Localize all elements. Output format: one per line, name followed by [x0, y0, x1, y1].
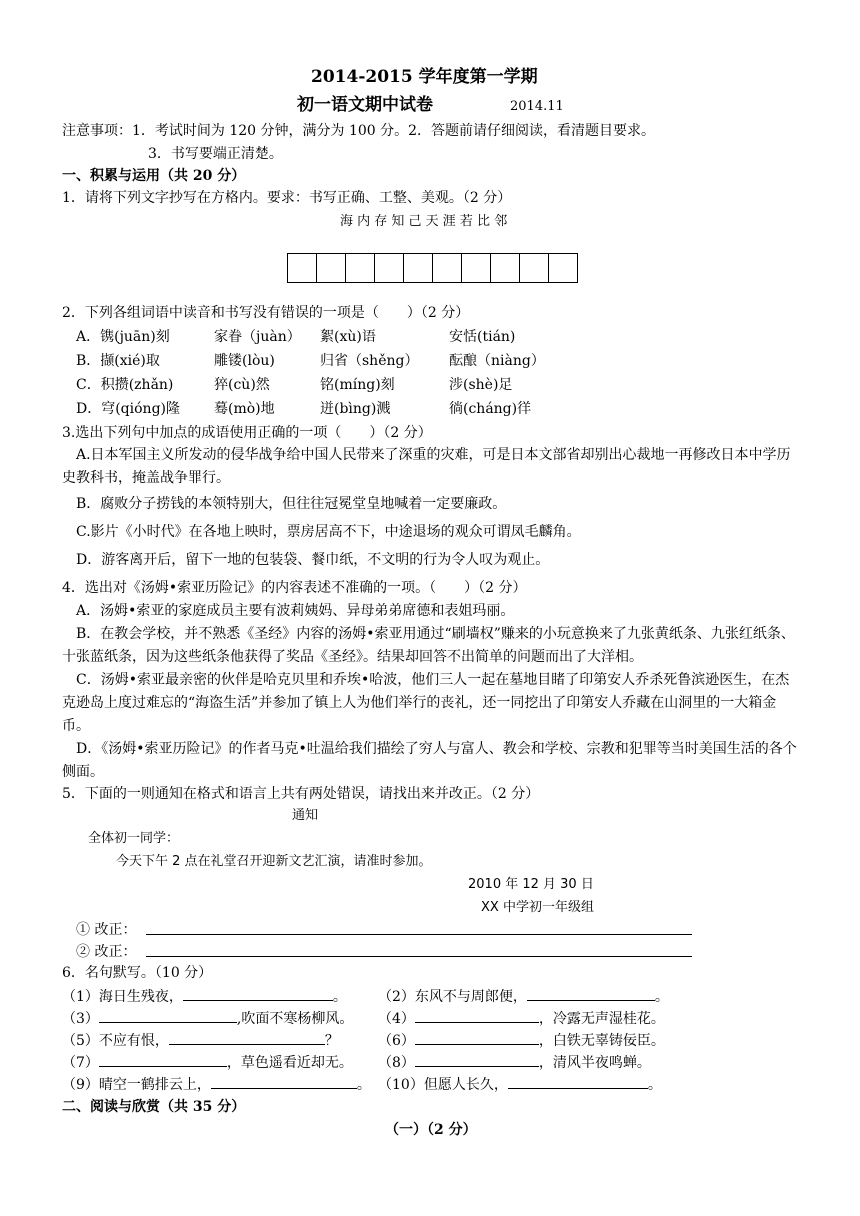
answer-blank[interactable]: [99, 1008, 237, 1023]
q2-option-b-3: 归省（shěng）: [320, 353, 419, 369]
section-2-heading: 二、阅读与欣赏（共 35 分）: [62, 1099, 246, 1115]
q6-item-4: [378, 1008, 665, 1029]
answer-blank[interactable]: [183, 986, 333, 1001]
notice-body: 今天下午 2 点在礼堂召开迎新文艺汇演，请准时参加。: [116, 854, 432, 869]
grid-cell[interactable]: [375, 254, 404, 282]
q6-item-2-suffix: 。: [654, 989, 669, 1005]
q6-item-1-suffix: 。: [332, 989, 347, 1005]
q2-option-c-4: 涉(shè)足: [449, 377, 513, 393]
answer-blank[interactable]: [508, 1074, 648, 1089]
q3-option-b: B．腐败分子捞钱的本领特别大，但往往冠冕堂皇地喊着一定要廉政。: [76, 496, 507, 512]
q2-option-d-1: D．穹(qióng)隆: [76, 401, 180, 417]
q6-item-4-suffix: ，冷露无声湿桂花。: [538, 1011, 665, 1027]
q6-item-4-prefix: （4）: [378, 1011, 415, 1027]
q6-item-6-prefix: （6）: [378, 1033, 415, 1049]
exam-title: 2014-2015 学年度第一学期: [311, 67, 538, 87]
grid-cell[interactable]: [520, 254, 549, 282]
q5-fix-1-label: ① 改正：: [76, 922, 137, 938]
section-2-part-1: （一）（2 分）: [385, 1122, 477, 1138]
notes-line-2: 3．书写要端正清楚。: [148, 146, 283, 162]
q2-option-b-1: B．撷(xié)取: [76, 353, 160, 369]
notice-salutation: 全体初一同学：: [88, 831, 180, 846]
q3-option-a: A.日本军国主义所发动的侵华战争给中国人民带来了深重的灾难，可是日本文部省却别出心裁地一再修改日本中学历史教科书，掩盖战争罪行。: [62, 447, 791, 486]
q6-item-7-prefix: （7）: [62, 1055, 99, 1071]
q6-item-8: [378, 1052, 651, 1073]
q4-option-c: C．汤姆•索亚最亲密的伙伴是哈克贝里和乔埃•哈波，他们三人一起在墓地目睹了印第安人乔杀死鲁滨逊医生，在杰克逊岛上度过难忘的“海盗生活”并参加了镇上人为他们举行的丧礼，还一同挖出了印第安人乔藏在山洞里的一大箱金币。: [62, 672, 790, 734]
q6-item-8-suffix: ，清风半夜鸣蝉。: [538, 1055, 651, 1071]
q6-item-10-suffix: 。: [647, 1077, 662, 1093]
q6-item-1: [62, 986, 347, 1007]
section-1-heading: 一、积累与运用（共 20 分）: [62, 168, 246, 184]
answer-blank[interactable]: [527, 986, 655, 1001]
grid-cell[interactable]: [491, 254, 520, 282]
answer-blank[interactable]: [169, 1030, 325, 1045]
q6-item-6: [378, 1030, 665, 1051]
q6-item-9-prefix: （9）晴空一鹤排云上，: [62, 1077, 211, 1093]
grid-cell[interactable]: [317, 254, 346, 282]
q2-option-d-2: 蓦(mò)地: [214, 401, 275, 417]
q6-item-2: [378, 986, 669, 1007]
q5-fix-1-answer-line[interactable]: [146, 934, 692, 935]
q2-option-c-1: C．积攒(zhǎn): [76, 377, 174, 393]
q2-option-d-3: 迸(bìng)溅: [320, 401, 391, 417]
q2-option-c-3: 铭(míng)刻: [320, 377, 395, 393]
grid-cell[interactable]: [433, 254, 462, 282]
q6-item-9-suffix: 。: [356, 1077, 371, 1093]
q6-item-5: [62, 1030, 339, 1051]
grid-cell[interactable]: [288, 254, 317, 282]
exam-subtitle: 初一语文期中试卷: [297, 95, 433, 115]
q2-stem: 2．下列各组词语中读音和书写没有错误的一项是（ ）（2 分）: [62, 305, 470, 321]
q5-fix-2-label: ② 改正：: [76, 944, 137, 960]
q6-item-3-suffix: ,吹面不寒杨柳风。: [236, 1011, 354, 1027]
q1-stem: 1．请将下列文字抄写在方格内。要求：书写正确、工整、美观。（2 分）: [62, 190, 512, 206]
notice-signer: XX 中学初一年级组: [481, 900, 594, 915]
answer-blank[interactable]: [99, 1052, 227, 1067]
q4-option-a: A．汤姆•索亚的家庭成员主要有波莉姨妈、异母弟弟席德和表姐玛丽。: [76, 603, 515, 619]
q1-text: 海 内 存 知 己 天 涯 若 比 邻: [340, 214, 508, 229]
q6-item-2-prefix: （2）东风不与周郎便，: [378, 989, 527, 1005]
exam-date: 2014.11: [510, 99, 564, 114]
grid-cell[interactable]: [404, 254, 433, 282]
answer-blank[interactable]: [211, 1074, 357, 1089]
q2-option-a-2: 家眷（juàn）: [214, 329, 301, 345]
q6-item-1-prefix: （1）海日生残夜，: [62, 989, 183, 1005]
q6-item-3: [62, 1008, 353, 1029]
q6-item-10: [378, 1074, 662, 1095]
q4-option-b: B．在教会学校，并不熟悉《圣经》内容的汤姆•索亚用通过“刷墙权”赚来的小玩意换来了九张黄纸条、九张红纸条、十张蓝纸条，因为这些纸条他获得了奖品《圣经》。结果却回答不出简单的问题而出了大洋相。: [62, 626, 795, 665]
q2-option-b-2: 雕镂(lòu): [214, 353, 275, 369]
q6-item-10-prefix: （10）但愿人长久，: [378, 1077, 508, 1093]
grid-cell[interactable]: [346, 254, 375, 282]
q6-item-5-suffix: ？: [324, 1033, 339, 1049]
grid-cell[interactable]: [549, 254, 577, 282]
q3-stem: 3.选出下列句中加点的成语使用正确的一项（ ）（2 分）: [62, 425, 432, 441]
answer-blank[interactable]: [415, 1008, 539, 1023]
answer-blank[interactable]: [415, 1052, 539, 1067]
notes-line-1: 注意事项：1．考试时间为 120 分钟，满分为 100 分。2．答题前请仔细阅读，看清题目要求。: [62, 123, 656, 139]
q5-stem: 5．下面的一则通知在格式和语言上共有两处错误，请找出来并改正。（2 分）: [62, 786, 540, 802]
q2-option-d-4: 徜(cháng)徉: [449, 401, 532, 417]
q4-option-d: D．《汤姆•索亚历险记》的作者马克•吐温给我们描绘了穷人与富人、教会和学校、宗教和犯罪等当时美国生活的各个侧面。: [62, 741, 797, 780]
q1-writing-grid[interactable]: [287, 253, 578, 283]
q6-item-8-prefix: （8）: [378, 1055, 415, 1071]
notice-title: 通知: [292, 808, 319, 823]
q2-option-a-1: A．镌(juān)刻: [76, 329, 170, 345]
answer-blank[interactable]: [415, 1030, 539, 1045]
q6-item-9: [62, 1074, 371, 1095]
q3-option-c: C.影片《小时代》在各地上映时，票房居高不下，中途退场的观众可谓凤毛麟角。: [76, 524, 581, 540]
q6-item-3-prefix: （3）: [62, 1011, 99, 1027]
q2-option-a-4: 安恬(tián): [449, 329, 516, 345]
q3-option-d: D．游客离开后，留下一地的包装袋、餐巾纸，不文明的行为令人叹为观止。: [76, 552, 550, 568]
q2-option-b-4: 酝酿（niàng）: [449, 353, 545, 369]
q2-option-c-2: 猝(cù)然: [214, 377, 270, 393]
q6-item-5-prefix: （5）不应有恨，: [62, 1033, 169, 1049]
q2-option-a-3: 絮(xù)语: [320, 329, 376, 345]
q5-fix-2-answer-line[interactable]: [146, 956, 692, 957]
q6-item-7-suffix: ，草色遥看近却无。: [226, 1055, 353, 1071]
q6-item-7: [62, 1052, 353, 1073]
notice-date: 2010 年 12 月 30 日: [468, 877, 594, 892]
q6-stem: 6．名句默写。（10 分）: [62, 965, 213, 981]
grid-cell[interactable]: [462, 254, 491, 282]
q4-stem: 4．选出对《汤姆•索亚历险记》的内容表述不准确的一项。（ ）（2 分）: [62, 580, 527, 596]
q6-item-6-suffix: ，白铁无辜铸佞臣。: [538, 1033, 665, 1049]
